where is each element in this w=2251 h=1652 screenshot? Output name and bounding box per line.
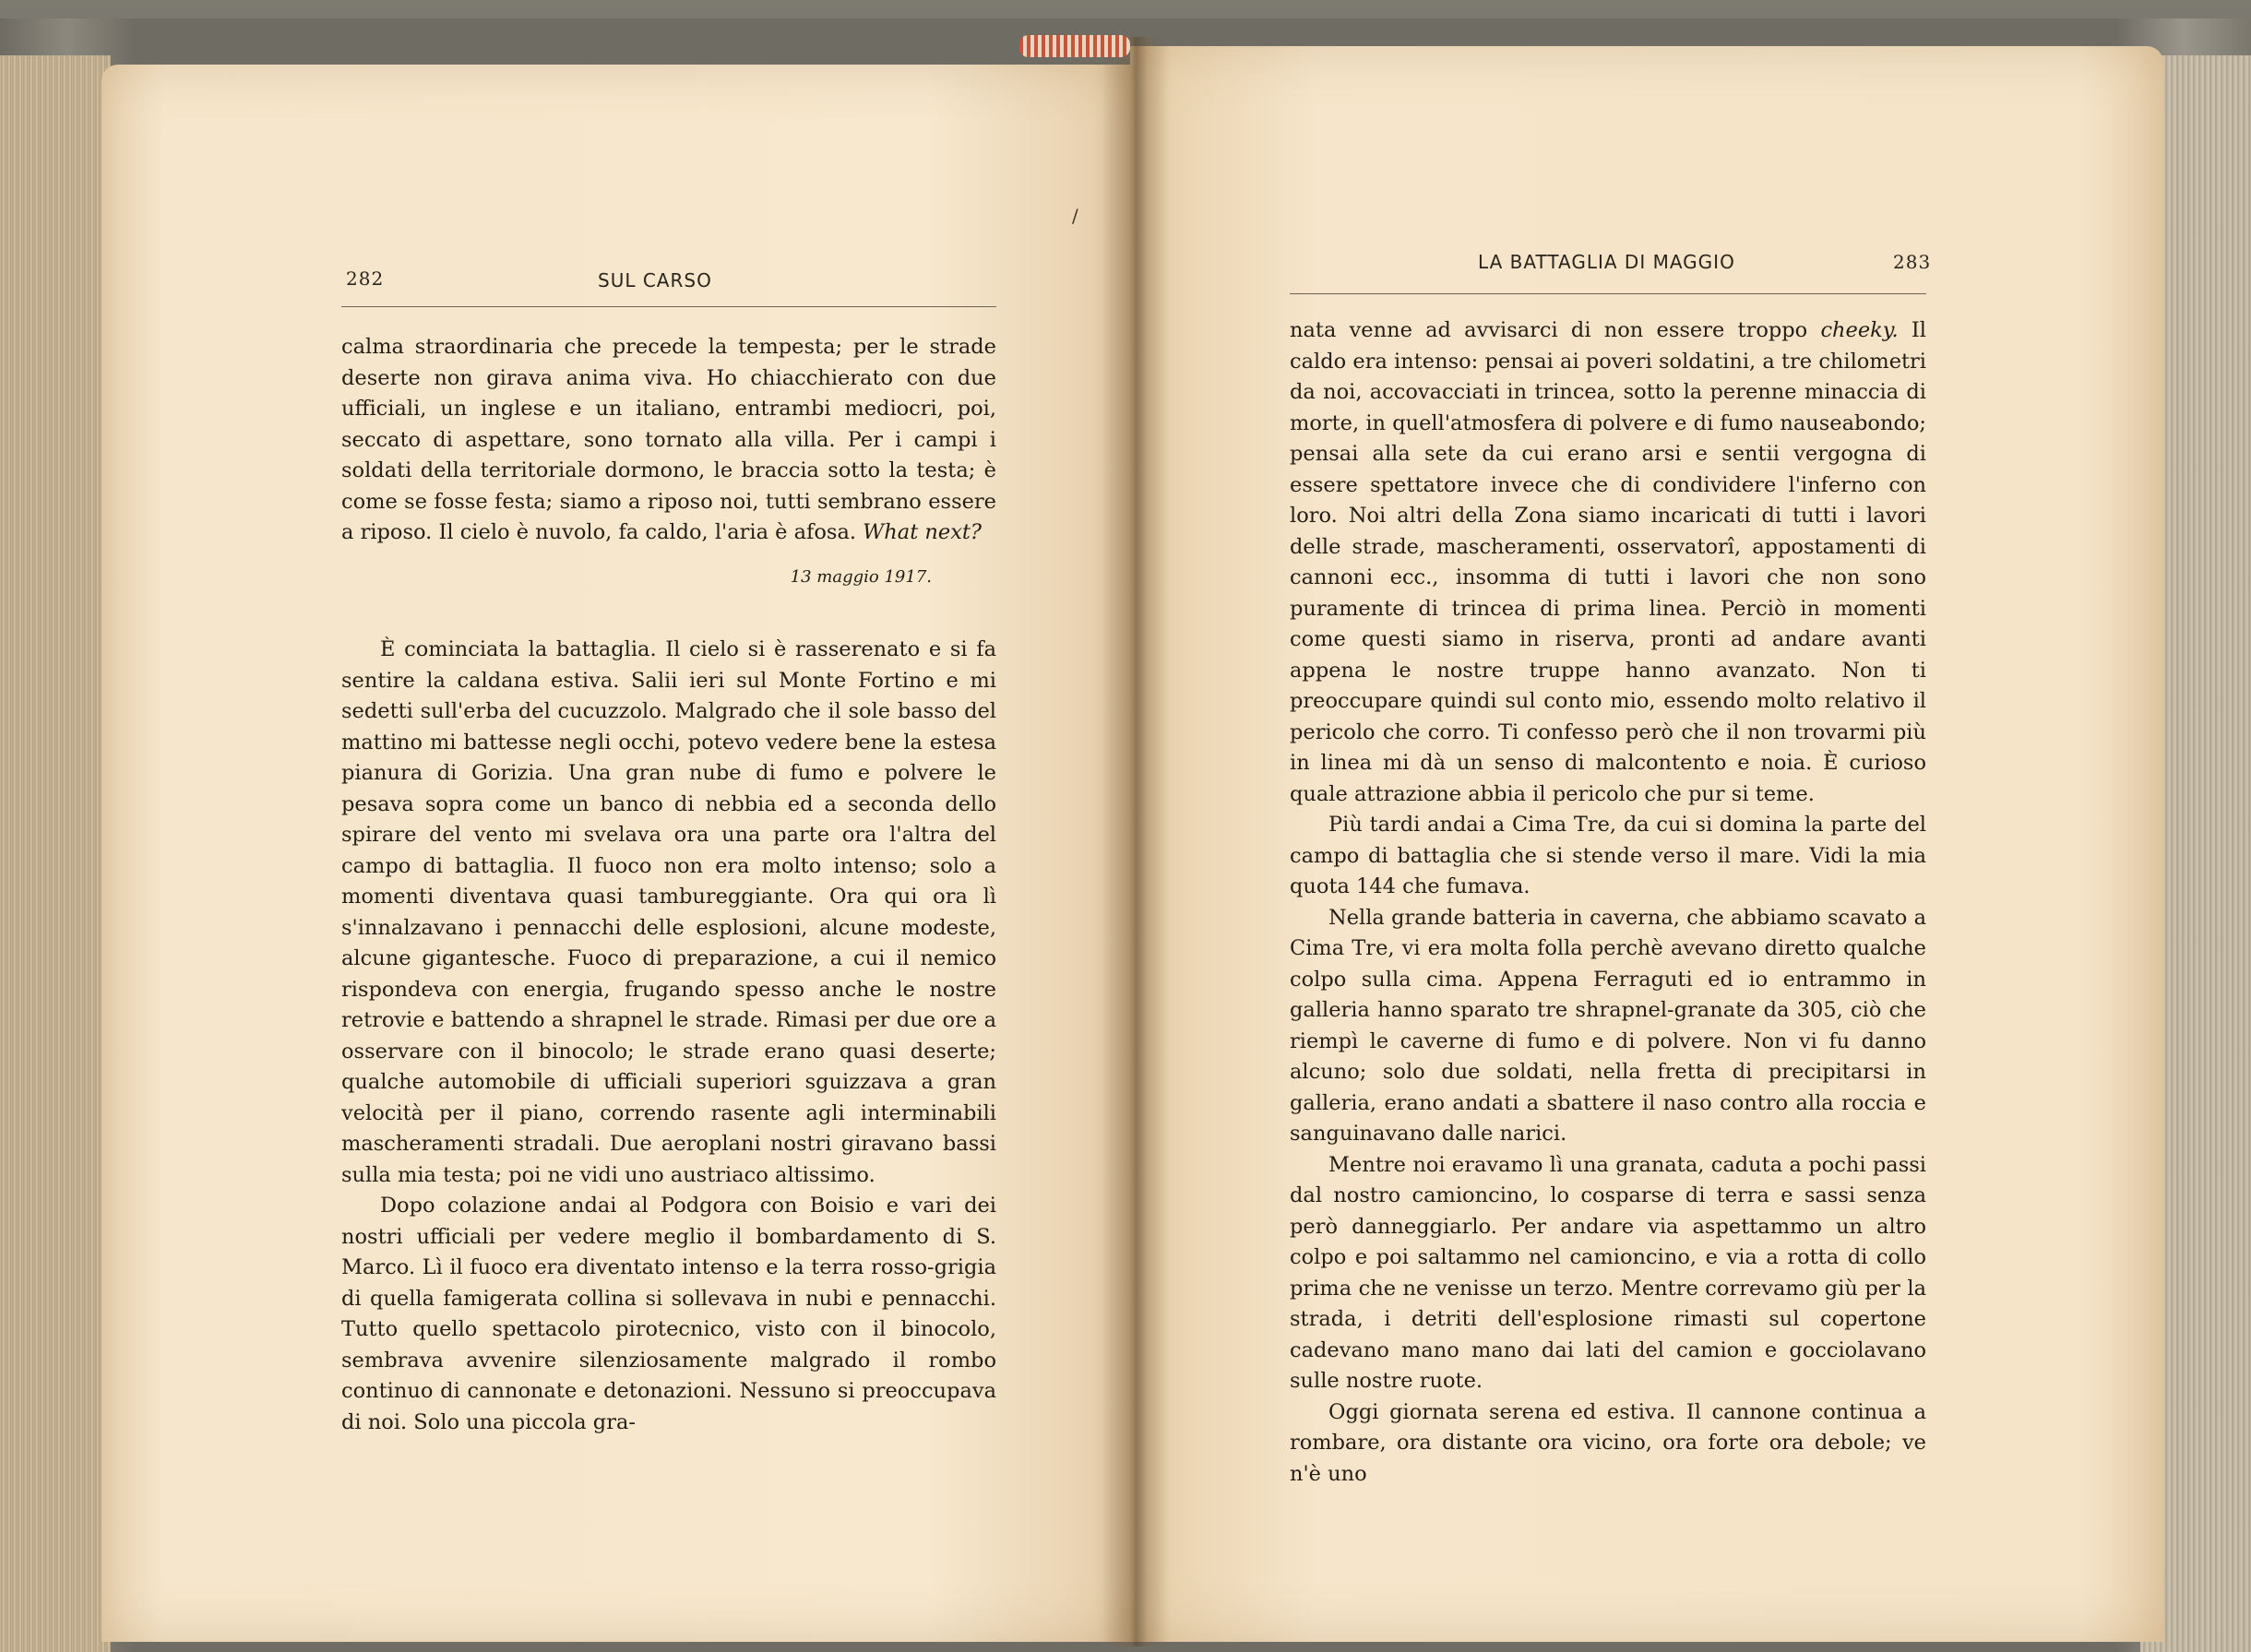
dateline: 13 maggio 1917.: [790, 566, 932, 587]
right-paragraph-1-start: nata venne ad avvisarci di non essere troppo: [1290, 318, 1808, 342]
left-paragraph-1-text: calma straordinaria che precede la tempesta; per le strade deserte non girava anima viva. Ho chiacchierato con due ufficiali, un inglese e un italiano, entrambi mediocri, poi, seccato di aspettare, sono tornato alla villa. Per i campi i soldati della territoriale dormono, le braccia sotto la testa; è come se fosse festa; siamo a riposo noi, tutti sembrano essere a riposo. Il cielo è nuvolo, fa caldo, l'aria è afosa.: [341, 335, 996, 544]
left-header-rule: [341, 306, 996, 307]
left-running-title: SUL CARSO: [598, 269, 712, 291]
left-page-body: [341, 332, 996, 1438]
right-paragraph-5: Oggi giornata serena ed estiva. Il cannone continua a rombare, ora distante ora vicino, ora forte ora debole; ve n'è uno: [1290, 1399, 1926, 1486]
right-header-rule: [1290, 293, 1926, 294]
right-page-body: [1290, 315, 1926, 1490]
right-paragraph-3: Nella grande batteria in caverna, che abbiamo scavato a Cima Tre, vi era molta folla perchè avevano diretto qualche colpo sulla cima. Appena Ferraguti ed io entrammo in galleria hanno sparato tre shrapnel-granate da 305, ciò che riempì le caverne di fumo e di polvere. Non vi fu danno alcuno; solo due soldati, nella fretta di precipitarsi in galleria, erano andati a sbattere il naso contro alla roccia e sanguinavano dalle narici.: [1290, 905, 1926, 1146]
right-page-number: 283: [1893, 251, 1932, 273]
right-paragraph-1: [1290, 315, 1926, 810]
right-paragraph-1-rest: Il caldo era intenso: pensai ai poveri soldatini, a tre chilometri da noi, accovacciati in trincea, sotto la perenne minaccia di morte, in quell'atmosfera di polvere e di fumo nauseabondo; pensai alla sete da cui erano arsi e sentii vergogna di essere spettatore invece che di condividere l'inferno con loro. Noi altri della Zona siamo incaricati di tutti i lavori delle strade, mascheramenti, osservatorî, appostamenti di cannoni ecc., insomma di tutti i lavori che non sono puramente di trincea di prima linea. Perciò in momenti come questi siamo in riserva, pronti ad andare avanti appena le nostre truppe hanno avanzato. Non ti preoccupare quindi sul conto mio, essendo molto relativo il pericolo che corro. Ti confesso però che il non trovarmi più in linea mi dà un senso di malcontento e noia. È curioso quale attrazione abbia il pericolo che pur si teme.: [1290, 318, 1927, 806]
left-page-number: 282: [346, 267, 385, 290]
headband: [1019, 35, 1130, 57]
left-paragraph-2: È cominciata la battaglia. Il cielo si è rasserenato e si fa sentire la caldana estiva. Salii ieri sul Monte Fortino e mi sedetti sull'erba del cucuzzolo. Malgrado che il sole basso del mattino mi battesse negli occhi, potevo vedere bene la estesa pianura di Gorizia. Una gran nube di fumo e polvere le pesava sopra come un banco di nebbia ed a seconda dello spirare del vento mi svelava ora una parte ora l'altra del campo di battaglia. Il fuoco non era molto intenso; solo a momenti diventava quasi tambureggiante. Ora qui ora lì s'innalzavano i pennacchi delle esplosioni, alcune modeste, alcune gigantesche. Fuoco di preparazione, a cui il nemico rispondeva con energia, frugando spesso anche le nostre retrovie e battendo a shrapnel le strade. Rimasi per due ore a osservare con il binocolo; le strade erano quasi deserte; qualche automobile di ufficiali superiori sguizzava a gran velocità per il piano, correndo rasente agli interminabili mascheramenti stradali. Due aeroplani nostri giravano bassi sulla mia testa; poi ne vidi uno austriaco altissimo.: [341, 637, 996, 1187]
margin-pencil-mark: /: [1072, 205, 1078, 227]
left-paragraph-1-italic: What next?: [863, 520, 982, 544]
book-gutter: [1102, 37, 1167, 1646]
right-running-title: LA BATTAGLIA DI MAGGIO: [1478, 251, 1735, 273]
page-edges-left: [0, 55, 111, 1652]
left-paragraph-1: [341, 332, 996, 549]
right-paragraph-2: Più tardi andai a Cima Tre, da cui si domina la parte del campo di battaglia che si stende verso il mare. Vidi la mia quota 144 che fumava.: [1290, 813, 1926, 898]
left-paragraph-3: Dopo colazione andai al Podgora con Boisio e vari dei nostri ufficiali per vedere meglio il bombardamento di S. Marco. Lì il fuoco era diventato intenso e la terra rosso-grigia di quella famigerata collina si sollevava in nubi e pennacchi. Tutto quello spettacolo pirotecnico, visto con il binocolo, sembrava avvenire silenziosamente malgrado il rombo continuo di cannonate e detonazioni. Nessuno si preoccupava di noi. Solo una piccola gra-: [341, 1194, 996, 1434]
right-paragraph-4: Mentre noi eravamo lì una granata, caduta a pochi passi dal nostro camioncino, lo cosparse di terra e sassi senza però danneggiarlo. Per andare via aspettammo un altro colpo e poi saltammo nel camioncino, e via a rotta di collo prima che ne venisse un terzo. Mentre correvamo giù per la strada, i detriti dell'esplosione rimasti sul copertone cadevano mano mano dai lati del camion e gocciolavano sulle nostre ruote.: [1290, 1152, 1926, 1393]
right-paragraph-1-italic: cheeky.: [1820, 318, 1899, 342]
